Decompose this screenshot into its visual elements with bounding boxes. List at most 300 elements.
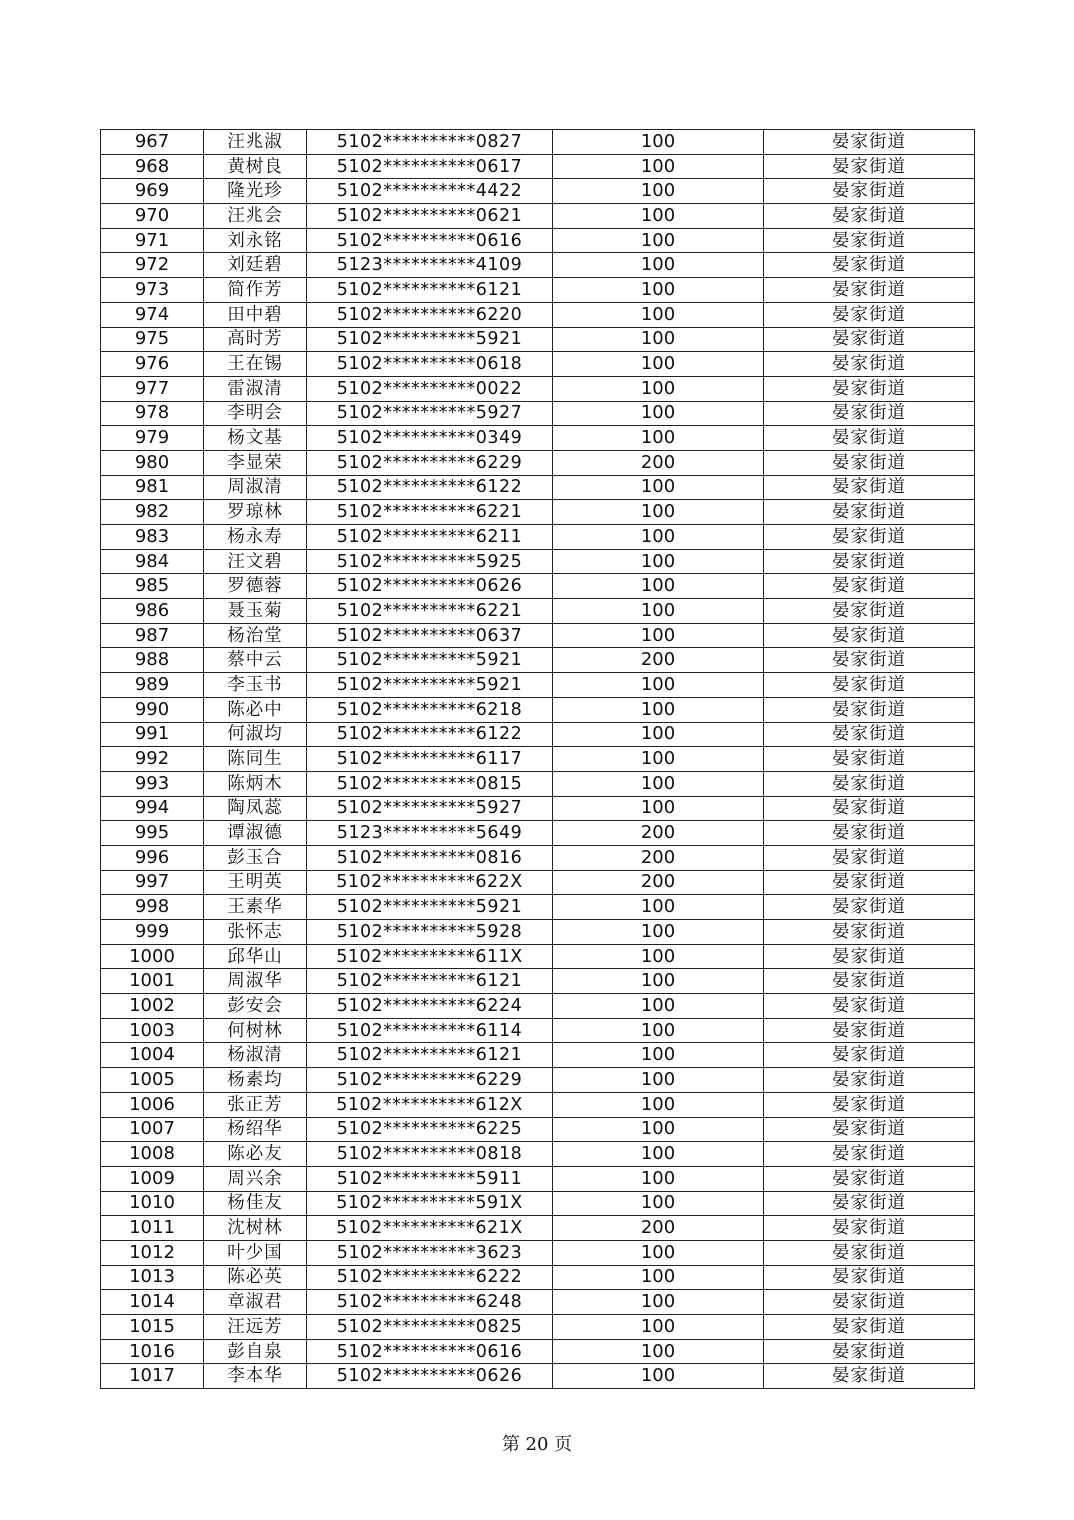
table-row [101, 1142, 975, 1167]
row-number-cell: 1010 [101, 1191, 204, 1216]
amount-cell: 100 [553, 352, 764, 377]
table-row [101, 130, 975, 155]
street-name-cell: 晏家街道 [764, 1117, 975, 1142]
table-row [101, 327, 975, 352]
person-name-cell: 简作芳 [204, 278, 307, 303]
row-number-cell: 991 [101, 722, 204, 747]
street-name-cell: 晏家街道 [764, 796, 975, 821]
table-row [101, 994, 975, 1019]
row-number-cell: 990 [101, 697, 204, 722]
amount-cell: 100 [553, 747, 764, 772]
person-name-cell: 沈树林 [204, 1216, 307, 1241]
street-name-cell: 晏家街道 [764, 376, 975, 401]
person-name-cell: 谭淑德 [204, 821, 307, 846]
id-number-cell: 5102**********0825 [307, 1315, 553, 1340]
id-number-cell: 5102**********5921 [307, 648, 553, 673]
id-number-cell: 5102**********6248 [307, 1290, 553, 1315]
amount-cell: 100 [553, 623, 764, 648]
street-name-cell: 晏家街道 [764, 179, 975, 204]
row-number-cell: 995 [101, 821, 204, 846]
row-number-cell: 970 [101, 204, 204, 229]
table-row [101, 278, 975, 303]
row-number-cell: 1011 [101, 1216, 204, 1241]
id-number-cell: 5123**********4109 [307, 253, 553, 278]
id-number-cell: 5102**********0617 [307, 154, 553, 179]
id-number-cell: 5102**********0616 [307, 228, 553, 253]
id-number-cell: 5102**********0621 [307, 204, 553, 229]
page-number: 第 20 页 [501, 1434, 573, 1455]
id-number-cell: 5102**********5925 [307, 549, 553, 574]
person-name-cell: 王在锡 [204, 352, 307, 377]
street-name-cell: 晏家街道 [764, 352, 975, 377]
table-row [101, 475, 975, 500]
table-row [101, 1290, 975, 1315]
person-name-cell: 杨永寿 [204, 525, 307, 550]
table-row [101, 525, 975, 550]
row-number-cell: 1004 [101, 1043, 204, 1068]
row-number-cell: 989 [101, 673, 204, 698]
street-name-cell: 晏家街道 [764, 697, 975, 722]
street-name-cell: 晏家街道 [764, 500, 975, 525]
amount-cell: 100 [553, 1364, 764, 1389]
person-name-cell: 何树林 [204, 1018, 307, 1043]
row-number-cell: 999 [101, 920, 204, 945]
row-number-cell: 1002 [101, 994, 204, 1019]
roster-table [100, 129, 975, 1389]
person-name-cell: 周淑华 [204, 969, 307, 994]
table-row [101, 352, 975, 377]
amount-cell: 100 [553, 722, 764, 747]
table-row [101, 154, 975, 179]
amount-cell: 100 [553, 1142, 764, 1167]
row-number-cell: 1012 [101, 1240, 204, 1265]
table-row [101, 623, 975, 648]
street-name-cell: 晏家街道 [764, 253, 975, 278]
street-name-cell: 晏家街道 [764, 130, 975, 155]
street-name-cell: 晏家街道 [764, 920, 975, 945]
id-number-cell: 5102**********5921 [307, 327, 553, 352]
street-name-cell: 晏家街道 [764, 1018, 975, 1043]
amount-cell: 100 [553, 1018, 764, 1043]
table-row [101, 969, 975, 994]
table-row [101, 302, 975, 327]
id-number-cell: 5102**********4422 [307, 179, 553, 204]
row-number-cell: 975 [101, 327, 204, 352]
amount-cell: 200 [553, 450, 764, 475]
amount-cell: 100 [553, 204, 764, 229]
person-name-cell: 彭自泉 [204, 1339, 307, 1364]
person-name-cell: 杨绍华 [204, 1117, 307, 1142]
row-number-cell: 977 [101, 376, 204, 401]
person-name-cell: 杨文基 [204, 426, 307, 451]
table-row [101, 1339, 975, 1364]
street-name-cell: 晏家街道 [764, 895, 975, 920]
id-number-cell: 5102**********5927 [307, 401, 553, 426]
amount-cell: 200 [553, 1216, 764, 1241]
person-name-cell: 陈必英 [204, 1265, 307, 1290]
id-number-cell: 5102**********0626 [307, 574, 553, 599]
person-name-cell: 王明英 [204, 870, 307, 895]
street-name-cell: 晏家街道 [764, 1240, 975, 1265]
row-number-cell: 1007 [101, 1117, 204, 1142]
street-name-cell: 晏家街道 [764, 278, 975, 303]
person-name-cell: 杨素均 [204, 1068, 307, 1093]
street-name-cell: 晏家街道 [764, 204, 975, 229]
id-number-cell: 5102**********6211 [307, 525, 553, 550]
person-name-cell: 田中碧 [204, 302, 307, 327]
person-name-cell: 章淑君 [204, 1290, 307, 1315]
id-number-cell: 5102**********6218 [307, 697, 553, 722]
table-row [101, 895, 975, 920]
id-number-cell: 5102**********6121 [307, 969, 553, 994]
id-number-cell: 5102**********5927 [307, 796, 553, 821]
street-name-cell: 晏家街道 [764, 401, 975, 426]
person-name-cell: 周兴余 [204, 1166, 307, 1191]
amount-cell: 100 [553, 179, 764, 204]
street-name-cell: 晏家街道 [764, 821, 975, 846]
table-row [101, 771, 975, 796]
amount-cell: 100 [553, 253, 764, 278]
row-number-cell: 967 [101, 130, 204, 155]
id-number-cell: 5123**********5649 [307, 821, 553, 846]
street-name-cell: 晏家街道 [764, 1339, 975, 1364]
amount-cell: 100 [553, 1092, 764, 1117]
street-name-cell: 晏家街道 [764, 549, 975, 574]
street-name-cell: 晏家街道 [764, 327, 975, 352]
amount-cell: 200 [553, 845, 764, 870]
street-name-cell: 晏家街道 [764, 845, 975, 870]
table-row [101, 1191, 975, 1216]
amount-cell: 100 [553, 1068, 764, 1093]
street-name-cell: 晏家街道 [764, 154, 975, 179]
id-number-cell: 5102**********0626 [307, 1364, 553, 1389]
amount-cell: 100 [553, 771, 764, 796]
id-number-cell: 5102**********5928 [307, 920, 553, 945]
table-row [101, 944, 975, 969]
row-number-cell: 972 [101, 253, 204, 278]
id-number-cell: 5102**********0618 [307, 352, 553, 377]
row-number-cell: 1017 [101, 1364, 204, 1389]
person-name-cell: 杨淑清 [204, 1043, 307, 1068]
table-row [101, 599, 975, 624]
row-number-cell: 971 [101, 228, 204, 253]
person-name-cell: 李玉书 [204, 673, 307, 698]
row-number-cell: 973 [101, 278, 204, 303]
street-name-cell: 晏家街道 [764, 1265, 975, 1290]
row-number-cell: 983 [101, 525, 204, 550]
id-number-cell: 5102**********6122 [307, 475, 553, 500]
amount-cell: 100 [553, 1240, 764, 1265]
row-number-cell: 1015 [101, 1315, 204, 1340]
id-number-cell: 5102**********5921 [307, 895, 553, 920]
id-number-cell: 5102**********6221 [307, 500, 553, 525]
id-number-cell: 5102**********6121 [307, 278, 553, 303]
person-name-cell: 李本华 [204, 1364, 307, 1389]
street-name-cell: 晏家街道 [764, 722, 975, 747]
amount-cell: 100 [553, 376, 764, 401]
street-name-cell: 晏家街道 [764, 1364, 975, 1389]
id-number-cell: 5102**********0815 [307, 771, 553, 796]
amount-cell: 100 [553, 673, 764, 698]
person-name-cell: 杨佳友 [204, 1191, 307, 1216]
person-name-cell: 张正芳 [204, 1092, 307, 1117]
table-row [101, 648, 975, 673]
table-row [101, 1092, 975, 1117]
id-number-cell: 5102**********6121 [307, 1043, 553, 1068]
table-row [101, 376, 975, 401]
street-name-cell: 晏家街道 [764, 747, 975, 772]
street-name-cell: 晏家街道 [764, 599, 975, 624]
street-name-cell: 晏家街道 [764, 1092, 975, 1117]
amount-cell: 100 [553, 796, 764, 821]
id-number-cell: 5102**********612X [307, 1092, 553, 1117]
street-name-cell: 晏家街道 [764, 944, 975, 969]
street-name-cell: 晏家街道 [764, 1043, 975, 1068]
person-name-cell: 汪兆淑 [204, 130, 307, 155]
street-name-cell: 晏家街道 [764, 994, 975, 1019]
amount-cell: 100 [553, 1265, 764, 1290]
amount-cell: 100 [553, 1117, 764, 1142]
row-number-cell: 1016 [101, 1339, 204, 1364]
id-number-cell: 5102**********621X [307, 1216, 553, 1241]
id-number-cell: 5102**********611X [307, 944, 553, 969]
person-name-cell: 刘廷碧 [204, 253, 307, 278]
table-row [101, 204, 975, 229]
amount-cell: 100 [553, 1315, 764, 1340]
table-row [101, 179, 975, 204]
amount-cell: 100 [553, 969, 764, 994]
amount-cell: 100 [553, 475, 764, 500]
id-number-cell: 5102**********6221 [307, 599, 553, 624]
person-name-cell: 罗琼林 [204, 500, 307, 525]
table-row [101, 426, 975, 451]
row-number-cell: 1003 [101, 1018, 204, 1043]
id-number-cell: 5102**********0818 [307, 1142, 553, 1167]
row-number-cell: 988 [101, 648, 204, 673]
street-name-cell: 晏家街道 [764, 1290, 975, 1315]
street-name-cell: 晏家街道 [764, 574, 975, 599]
person-name-cell: 彭玉合 [204, 845, 307, 870]
street-name-cell: 晏家街道 [764, 1166, 975, 1191]
id-number-cell: 5102**********6220 [307, 302, 553, 327]
table-row [101, 845, 975, 870]
table-row [101, 821, 975, 846]
table-row [101, 1364, 975, 1389]
street-name-cell: 晏家街道 [764, 1315, 975, 1340]
amount-cell: 200 [553, 821, 764, 846]
person-name-cell: 杨治堂 [204, 623, 307, 648]
amount-cell: 100 [553, 920, 764, 945]
row-number-cell: 984 [101, 549, 204, 574]
row-number-cell: 1000 [101, 944, 204, 969]
id-number-cell: 5102**********3623 [307, 1240, 553, 1265]
row-number-cell: 987 [101, 623, 204, 648]
amount-cell: 100 [553, 302, 764, 327]
id-number-cell: 5102**********0827 [307, 130, 553, 155]
amount-cell: 100 [553, 1339, 764, 1364]
street-name-cell: 晏家街道 [764, 1216, 975, 1241]
person-name-cell: 李明会 [204, 401, 307, 426]
street-name-cell: 晏家街道 [764, 1068, 975, 1093]
row-number-cell: 1001 [101, 969, 204, 994]
row-number-cell: 1009 [101, 1166, 204, 1191]
table-row [101, 1018, 975, 1043]
row-number-cell: 992 [101, 747, 204, 772]
table-row [101, 870, 975, 895]
id-number-cell: 5102**********6229 [307, 1068, 553, 1093]
row-number-cell: 994 [101, 796, 204, 821]
person-name-cell: 叶少国 [204, 1240, 307, 1265]
amount-cell: 100 [553, 401, 764, 426]
person-name-cell: 聂玉菊 [204, 599, 307, 624]
row-number-cell: 998 [101, 895, 204, 920]
row-number-cell: 1014 [101, 1290, 204, 1315]
id-number-cell: 5102**********0349 [307, 426, 553, 451]
street-name-cell: 晏家街道 [764, 302, 975, 327]
id-number-cell: 5102**********6122 [307, 722, 553, 747]
amount-cell: 100 [553, 1166, 764, 1191]
row-number-cell: 986 [101, 599, 204, 624]
amount-cell: 100 [553, 1191, 764, 1216]
amount-cell: 200 [553, 870, 764, 895]
amount-cell: 100 [553, 525, 764, 550]
row-number-cell: 980 [101, 450, 204, 475]
person-name-cell: 陈炳木 [204, 771, 307, 796]
id-number-cell: 5102**********0637 [307, 623, 553, 648]
amount-cell: 100 [553, 228, 764, 253]
table-row [101, 1315, 975, 1340]
row-number-cell: 1008 [101, 1142, 204, 1167]
row-number-cell: 985 [101, 574, 204, 599]
table-row [101, 1043, 975, 1068]
street-name-cell: 晏家街道 [764, 475, 975, 500]
table-row [101, 1216, 975, 1241]
id-number-cell: 5102**********6222 [307, 1265, 553, 1290]
person-name-cell: 隆光珍 [204, 179, 307, 204]
street-name-cell: 晏家街道 [764, 450, 975, 475]
id-number-cell: 5102**********622X [307, 870, 553, 895]
table-row [101, 574, 975, 599]
amount-cell: 100 [553, 327, 764, 352]
amount-cell: 100 [553, 994, 764, 1019]
id-number-cell: 5102**********591X [307, 1191, 553, 1216]
street-name-cell: 晏家街道 [764, 525, 975, 550]
street-name-cell: 晏家街道 [764, 426, 975, 451]
id-number-cell: 5102**********0022 [307, 376, 553, 401]
amount-cell: 100 [553, 130, 764, 155]
street-name-cell: 晏家街道 [764, 623, 975, 648]
person-name-cell: 汪远芳 [204, 1315, 307, 1340]
table-row [101, 697, 975, 722]
person-name-cell: 彭安会 [204, 994, 307, 1019]
amount-cell: 100 [553, 426, 764, 451]
row-number-cell: 997 [101, 870, 204, 895]
row-number-cell: 979 [101, 426, 204, 451]
amount-cell: 100 [553, 697, 764, 722]
person-name-cell: 陈必中 [204, 697, 307, 722]
row-number-cell: 981 [101, 475, 204, 500]
person-name-cell: 李显荣 [204, 450, 307, 475]
id-number-cell: 5102**********0616 [307, 1339, 553, 1364]
amount-cell: 100 [553, 154, 764, 179]
table-row [101, 1265, 975, 1290]
table-row [101, 747, 975, 772]
street-name-cell: 晏家街道 [764, 1191, 975, 1216]
amount-cell: 100 [553, 599, 764, 624]
row-number-cell: 969 [101, 179, 204, 204]
row-number-cell: 978 [101, 401, 204, 426]
row-number-cell: 996 [101, 845, 204, 870]
table-row [101, 796, 975, 821]
id-number-cell: 5102**********6117 [307, 747, 553, 772]
amount-cell: 100 [553, 500, 764, 525]
table-row [101, 549, 975, 574]
table-row [101, 1166, 975, 1191]
person-name-cell: 周淑清 [204, 475, 307, 500]
table-row [101, 450, 975, 475]
table-row [101, 253, 975, 278]
person-name-cell: 汪文碧 [204, 549, 307, 574]
row-number-cell: 1006 [101, 1092, 204, 1117]
amount-cell: 100 [553, 944, 764, 969]
amount-cell: 100 [553, 574, 764, 599]
table-row [101, 500, 975, 525]
person-name-cell: 陶凤蕊 [204, 796, 307, 821]
amount-cell: 100 [553, 895, 764, 920]
id-number-cell: 5102**********6225 [307, 1117, 553, 1142]
table-row [101, 1117, 975, 1142]
id-number-cell: 5102**********6229 [307, 450, 553, 475]
row-number-cell: 1005 [101, 1068, 204, 1093]
person-name-cell: 刘永铭 [204, 228, 307, 253]
id-number-cell: 5102**********0816 [307, 845, 553, 870]
person-name-cell: 黄树良 [204, 154, 307, 179]
street-name-cell: 晏家街道 [764, 870, 975, 895]
person-name-cell: 邱华山 [204, 944, 307, 969]
amount-cell: 100 [553, 549, 764, 574]
person-name-cell: 陈必友 [204, 1142, 307, 1167]
person-name-cell: 张怀志 [204, 920, 307, 945]
person-name-cell: 汪兆会 [204, 204, 307, 229]
row-number-cell: 974 [101, 302, 204, 327]
street-name-cell: 晏家街道 [764, 228, 975, 253]
table-row [101, 920, 975, 945]
street-name-cell: 晏家街道 [764, 1142, 975, 1167]
table-row [101, 228, 975, 253]
street-name-cell: 晏家街道 [764, 673, 975, 698]
row-number-cell: 993 [101, 771, 204, 796]
amount-cell: 100 [553, 1043, 764, 1068]
street-name-cell: 晏家街道 [764, 969, 975, 994]
row-number-cell: 976 [101, 352, 204, 377]
person-name-cell: 高时芳 [204, 327, 307, 352]
row-number-cell: 1013 [101, 1265, 204, 1290]
person-name-cell: 罗德蓉 [204, 574, 307, 599]
table-row [101, 401, 975, 426]
id-number-cell: 5102**********6114 [307, 1018, 553, 1043]
amount-cell: 100 [553, 278, 764, 303]
person-name-cell: 雷淑清 [204, 376, 307, 401]
table-row [101, 1240, 975, 1265]
amount-cell: 200 [553, 648, 764, 673]
amount-cell: 100 [553, 1290, 764, 1315]
id-number-cell: 5102**********5921 [307, 673, 553, 698]
row-number-cell: 968 [101, 154, 204, 179]
row-number-cell: 982 [101, 500, 204, 525]
person-name-cell: 王素华 [204, 895, 307, 920]
roster-table-body [101, 130, 975, 1389]
table-row [101, 673, 975, 698]
